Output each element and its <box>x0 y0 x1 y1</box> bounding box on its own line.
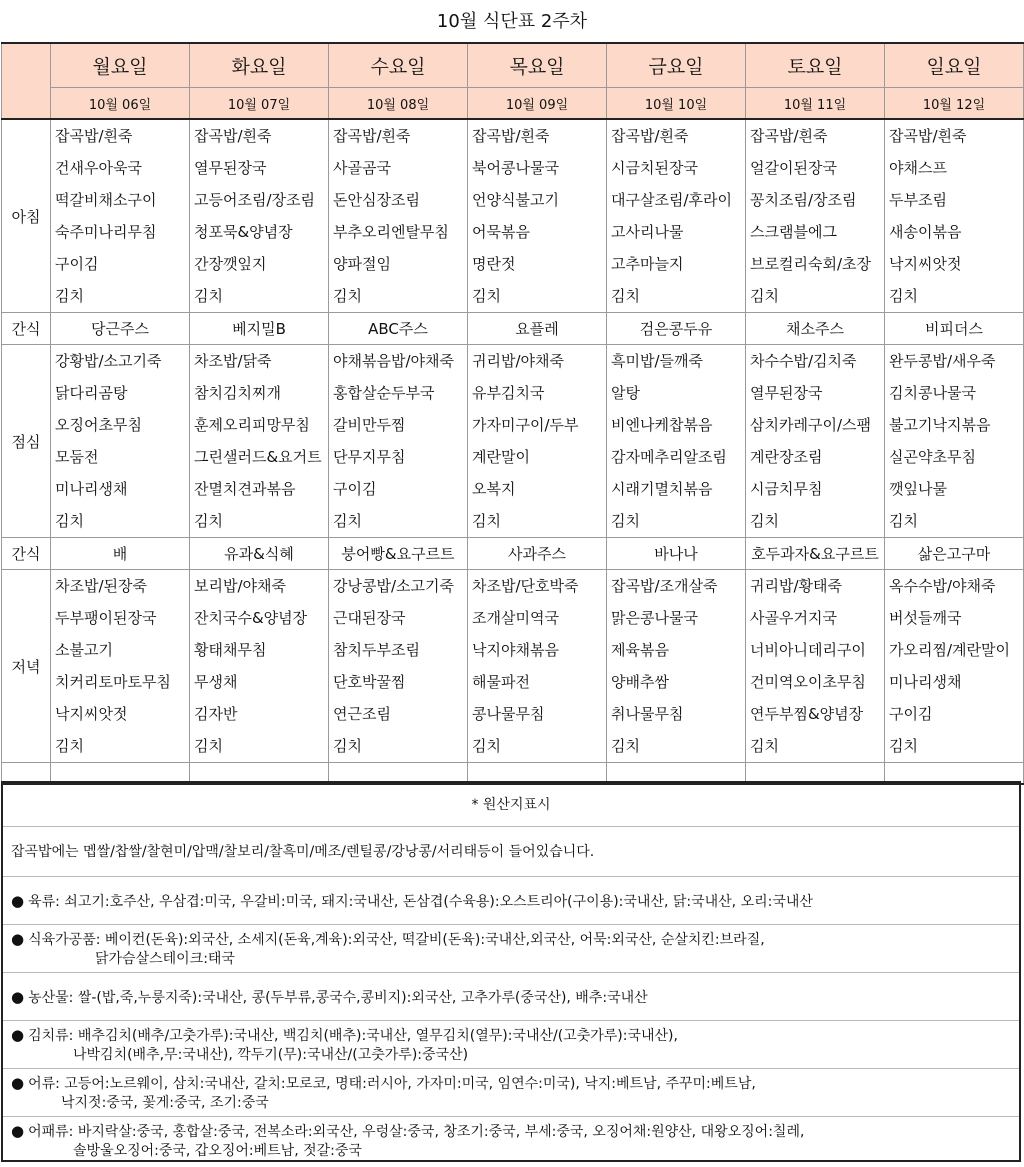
menu-item: 사골곰국 <box>333 159 391 177</box>
dinner-row <box>2 570 1024 763</box>
bullet-icon: ● <box>11 892 25 910</box>
menu-item: 잡곡밥/흰죽 <box>55 127 133 145</box>
menu-item: 오복지 <box>472 480 516 498</box>
day-date: 10월 10일 <box>607 88 746 120</box>
menu-item: 김치 <box>194 287 223 305</box>
dinner-cell <box>885 570 1024 763</box>
day-name: 화요일 <box>190 43 329 88</box>
menu-item: 김치 <box>472 287 501 305</box>
lunch-cell <box>607 345 746 538</box>
day-name: 일요일 <box>885 43 1024 88</box>
menu-item: 차조밥/된장죽 <box>55 577 147 595</box>
menu-item: 갈비만두찜 <box>333 416 406 434</box>
menu-item: 낙지야채볶음 <box>472 641 559 659</box>
menu-item: 김치 <box>611 737 640 755</box>
menu-title: 10월 식단표 2주차 <box>436 11 588 32</box>
snack-item: 삶은고구마 <box>885 538 1024 570</box>
menu-item: 잡곡밥/흰죽 <box>611 127 689 145</box>
shellfish-note: ● 어패류: 바지락살:중국, 홍합살:중국, 전복소라:외국산, 우렁살:중국, 창조기:중국, 부세:중국, 오징어채:원양산, 대왕오징어:칠레, 솔방울오징어:중국, 갑오징어:베트남, 젓갈:중국 <box>11 1122 805 1159</box>
lunch-cell <box>885 345 1024 538</box>
menu-item: 치커리토마토무침 <box>55 673 171 691</box>
menu-item: 잡곡밥/흰죽 <box>194 127 272 145</box>
menu-item: 명란젓 <box>472 255 516 273</box>
breakfast-cell <box>329 119 468 313</box>
menu-item: 조개살미역국 <box>472 609 559 627</box>
menu-item: 브로컬리숙회/초장 <box>750 255 871 273</box>
menu-item: 잡곡밥/흰죽 <box>333 127 411 145</box>
snack1-label: 간식 <box>2 313 51 345</box>
menu-item: 김치 <box>333 287 362 305</box>
bullet-icon: ● <box>11 930 25 948</box>
menu-item: 오징어초무침 <box>55 416 142 434</box>
menu-item: 떡갈비채소구이 <box>55 191 157 209</box>
menu-item: 김치 <box>889 287 918 305</box>
bullet-icon: ● <box>11 1122 25 1140</box>
menu-item: 참치김치찌개 <box>194 384 281 402</box>
menu-item: 소불고기 <box>55 641 113 659</box>
menu-item: 귀리밥/야채죽 <box>472 352 564 370</box>
menu-item: 맑은콩나물국 <box>611 609 698 627</box>
breakfast-cell <box>190 119 329 313</box>
dinner-cell <box>51 570 190 763</box>
dinner-cell <box>607 570 746 763</box>
menu-item: 강황밥/소고기죽 <box>55 352 162 370</box>
menu-item: 차수수밥/김치죽 <box>750 352 857 370</box>
menu-item: 차조밥/닭죽 <box>194 352 272 370</box>
menu-item: 가자미구이/두부 <box>472 416 579 434</box>
menu-item: 숙주미나리무침 <box>55 223 157 241</box>
menu-item: 단호박꿀찜 <box>333 673 406 691</box>
dinner-cell <box>190 570 329 763</box>
lunch-cell <box>190 345 329 538</box>
menu-item: 보리밥/야채죽 <box>194 577 286 595</box>
menu-item: 잡곡밥/흰죽 <box>472 127 550 145</box>
menu-item: 낙지씨앗젓 <box>889 255 962 273</box>
menu-item: 꽁치조림/장조림 <box>750 191 857 209</box>
menu-item: 완두콩밥/새우죽 <box>889 352 996 370</box>
snack-item: 요플레 <box>468 313 607 345</box>
menu-item: 구이김 <box>55 255 99 273</box>
breakfast-row <box>2 119 1024 313</box>
snack-item: 사과주스 <box>468 538 607 570</box>
menu-item: 김치 <box>611 512 640 530</box>
menu-item: 잔치국수&양념장 <box>194 609 308 627</box>
menu-item: 야채스프 <box>889 159 947 177</box>
kimchi-note: ● 김치류: 배추김치(배추/고춧가루):국내산, 백김치(배추):국내산, 열무김치(열무):국내산/(고춧가루):국내산), 나박김치(배추,무:국내산), 깍두기(무):국내산/(고춧가루):중국산) <box>3 1021 1019 1069</box>
day-date: 10월 09일 <box>468 88 607 120</box>
menu-item: 홍합살순두부국 <box>333 384 435 402</box>
menu-item: 얼갈이된장국 <box>750 159 837 177</box>
menu-item: 김치 <box>55 737 84 755</box>
snack-item: 베지밀B <box>190 313 329 345</box>
menu-item: 김치 <box>472 512 501 530</box>
lunch-row <box>2 345 1024 538</box>
menu-item: 잡곡밥/흰죽 <box>889 127 967 145</box>
day-name: 토요일 <box>746 43 885 88</box>
weekly-menu-table <box>1 42 1024 785</box>
origin-notes <box>1 781 1021 1162</box>
menu-item: 강낭콩밥/소고기죽 <box>333 577 454 595</box>
menu-item: 언양식불고기 <box>472 191 559 209</box>
menu-item: 어묵볶음 <box>472 223 530 241</box>
menu-item: 불고기낙지볶음 <box>889 416 991 434</box>
snack-item: 배 <box>51 538 190 570</box>
day-header-row <box>2 43 1024 88</box>
menu-item: 잡곡밥/조개살죽 <box>611 577 718 595</box>
breakfast-cell <box>51 119 190 313</box>
menu-item: 건미역오이초무침 <box>750 673 866 691</box>
snack-item: 검은콩두유 <box>607 313 746 345</box>
snack-item: 당근주스 <box>51 313 190 345</box>
menu-item: 김치 <box>55 512 84 530</box>
menu-item: 김치 <box>889 512 918 530</box>
menu-item: 두부팽이된장국 <box>55 609 157 627</box>
menu-item: 김치 <box>194 737 223 755</box>
day-name: 월요일 <box>51 43 190 88</box>
lunch-cell <box>746 345 885 538</box>
menu-item: 연두부찜&양념장 <box>750 705 864 723</box>
menu-item: 감자메추리알조림 <box>611 448 727 466</box>
menu-item: 열무된장국 <box>194 159 267 177</box>
menu-item: 취나물무침 <box>611 705 684 723</box>
menu-item: 훈제오리피망무침 <box>194 416 310 434</box>
breakfast-cell <box>746 119 885 313</box>
menu-item: 시금치된장국 <box>611 159 698 177</box>
snack-item: 붕어빵&요구르트 <box>329 538 468 570</box>
dinner-cell <box>329 570 468 763</box>
menu-item: 연근조림 <box>333 705 391 723</box>
bullet-icon: ● <box>11 988 25 1006</box>
menu-item: 닭다리곰탕 <box>55 384 128 402</box>
menu-item: 북어콩나물국 <box>472 159 559 177</box>
menu-item: 김치 <box>472 737 501 755</box>
snack-item: 호두과자&요구르트 <box>746 538 885 570</box>
menu-item: 모둠전 <box>55 448 99 466</box>
menu-item: 낙지씨앗젓 <box>55 705 128 723</box>
day-name: 목요일 <box>468 43 607 88</box>
menu-item: 옥수수밥/야채죽 <box>889 577 996 595</box>
menu-item: 두부조림 <box>889 191 947 209</box>
origin-heading: * 원산지표시 <box>3 783 1019 827</box>
menu-item: 너비아니데리구이 <box>750 641 866 659</box>
menu-item: 계란장조림 <box>750 448 823 466</box>
menu-item: 가오리찜/계란말이 <box>889 641 1010 659</box>
menu-item: 참치두부조림 <box>333 641 420 659</box>
processed-meat-note: ● 식육가공품: 베이컨(돈육):외국산, 소세지(돈육,계육):외국산, 떡갈비(돈육):국내산,외국산, 어묵:외국산, 순살치킨:브라질, 닭가슴살스테이크:태국 <box>3 925 1019 973</box>
grain-note: 잡곡밥에는 멥쌀/찹쌀/찰현미/압맥/찰보리/찰흑미/메조/렌틸콩/강낭콩/서리태등이 들어있습니다. <box>3 827 1019 877</box>
bullet-icon: ● <box>11 1074 25 1092</box>
menu-item: 김치 <box>889 737 918 755</box>
menu-item: 콩나물무침 <box>472 705 545 723</box>
dinner-cell <box>468 570 607 763</box>
menu-item: 새송이볶음 <box>889 223 962 241</box>
menu-item: 김치콩나물국 <box>889 384 976 402</box>
menu-item: 구이김 <box>333 480 377 498</box>
agri-note: ● 농산물: 쌀-(밥,죽,누룽지죽):국내산, 콩(두부류,콩국수,콩비지):외국산, 고추가루(중국산), 배추:국내산 <box>3 973 1019 1021</box>
menu-item: 대구살조림/후라이 <box>611 191 732 209</box>
menu-item: 황태채무침 <box>194 641 267 659</box>
menu-item: 돈안심장조림 <box>333 191 420 209</box>
snack-item: 유과&식혜 <box>190 538 329 570</box>
menu-item: 흑미밥/들깨죽 <box>611 352 703 370</box>
day-date: 10월 08일 <box>329 88 468 120</box>
menu-item: 부추오리엔탈무침 <box>333 223 449 241</box>
menu-item: 김치 <box>750 512 779 530</box>
menu-item: 그린샐러드&요거트 <box>194 448 322 466</box>
breakfast-label: 아침 <box>2 119 51 313</box>
menu-item: 김치 <box>611 287 640 305</box>
menu-item: 제육볶음 <box>611 641 669 659</box>
menu-item: 야채볶음밥/야채죽 <box>333 352 454 370</box>
menu-item: 스크램블에그 <box>750 223 837 241</box>
day-date: 10월 11일 <box>746 88 885 120</box>
day-name: 금요일 <box>607 43 746 88</box>
day-date: 10월 07일 <box>190 88 329 120</box>
menu-item: 알탕 <box>611 384 640 402</box>
menu-item: 김치 <box>750 287 779 305</box>
date-header-row <box>2 88 1024 120</box>
menu-item: 김치 <box>55 287 84 305</box>
menu-item: 김치 <box>194 512 223 530</box>
day-date: 10월 12일 <box>885 88 1024 120</box>
menu-item: 양파절임 <box>333 255 391 273</box>
menu-item: 시금치무침 <box>750 480 823 498</box>
lunch-cell <box>51 345 190 538</box>
menu-item: 김치 <box>333 512 362 530</box>
menu-item: 간장깻잎지 <box>194 255 267 273</box>
snack-item: ABC주스 <box>329 313 468 345</box>
bullet-icon: ● <box>11 1026 25 1044</box>
dinner-cell <box>746 570 885 763</box>
menu-item: 잡곡밥/흰죽 <box>750 127 828 145</box>
menu-item: 고추마늘지 <box>611 255 684 273</box>
menu-item: 시래기멸치볶음 <box>611 480 713 498</box>
menu-item: 구이김 <box>889 705 933 723</box>
menu-item: 차조밥/단호박죽 <box>472 577 579 595</box>
breakfast-cell <box>607 119 746 313</box>
menu-item: 김치 <box>333 737 362 755</box>
fish-note: ● 어류: 고등어:노르웨이, 삼치:국내산, 갈치:모로코, 명태:러시아, 가자미:미국, 임연수:미국), 낙지:베트남, 주꾸미:베트남, 낙지젓:중국, 꽃게:중국, 조기:중국 <box>3 1069 1019 1117</box>
menu-item: 열무된장국 <box>750 384 823 402</box>
snack-item: 채소주스 <box>746 313 885 345</box>
menu-item: 단무지무침 <box>333 448 406 466</box>
day-name: 수요일 <box>329 43 468 88</box>
breakfast-cell <box>885 119 1024 313</box>
menu-item: 사골우거지국 <box>750 609 837 627</box>
menu-item: 실곤약초무침 <box>889 448 976 466</box>
menu-item: 김자반 <box>194 705 238 723</box>
meat-note: ● 육류: 쇠고기:호주산, 우삼겹:미국, 우갈비:미국, 돼지:국내산, 돈삼겹(수육용):오스트리아(구이용):국내산, 닭:국내산, 오리:국내산 <box>3 877 1019 925</box>
menu-item: 김치 <box>750 737 779 755</box>
menu-item: 고사리나물 <box>611 223 684 241</box>
snack-item: 비피더스 <box>885 313 1024 345</box>
lunch-label: 점심 <box>2 345 51 538</box>
menu-item: 계란말이 <box>472 448 530 466</box>
snack1-row <box>2 313 1024 345</box>
snack2-label: 간식 <box>2 538 51 570</box>
menu-item: 버섯들깨국 <box>889 609 962 627</box>
menu-item: 무생채 <box>194 673 238 691</box>
snack-item: 바나나 <box>607 538 746 570</box>
menu-item: 귀리밥/황태죽 <box>750 577 842 595</box>
breakfast-cell <box>468 119 607 313</box>
lunch-cell <box>468 345 607 538</box>
day-date: 10월 06일 <box>51 88 190 120</box>
menu-item: 건새우아욱국 <box>55 159 142 177</box>
menu-item: 양배추쌈 <box>611 673 669 691</box>
menu-item: 미나리생채 <box>889 673 962 691</box>
menu-item: 미나리생채 <box>55 480 128 498</box>
menu-item: 청포묵&양념장 <box>194 223 293 241</box>
header-corner <box>2 43 51 119</box>
menu-item: 근대된장국 <box>333 609 406 627</box>
menu-item: 해물파전 <box>472 673 530 691</box>
menu-item: 깻잎나물 <box>889 480 947 498</box>
dinner-label: 저녁 <box>2 570 51 763</box>
menu-item: 삼치카레구이/스팸 <box>750 416 871 434</box>
lunch-cell <box>329 345 468 538</box>
menu-item: 잔멸치견과볶음 <box>194 480 296 498</box>
snack2-row <box>2 538 1024 570</box>
menu-item: 유부김치국 <box>472 384 545 402</box>
menu-item: 고등어조림/장조림 <box>194 191 315 209</box>
menu-item: 비엔나케찹볶음 <box>611 416 713 434</box>
